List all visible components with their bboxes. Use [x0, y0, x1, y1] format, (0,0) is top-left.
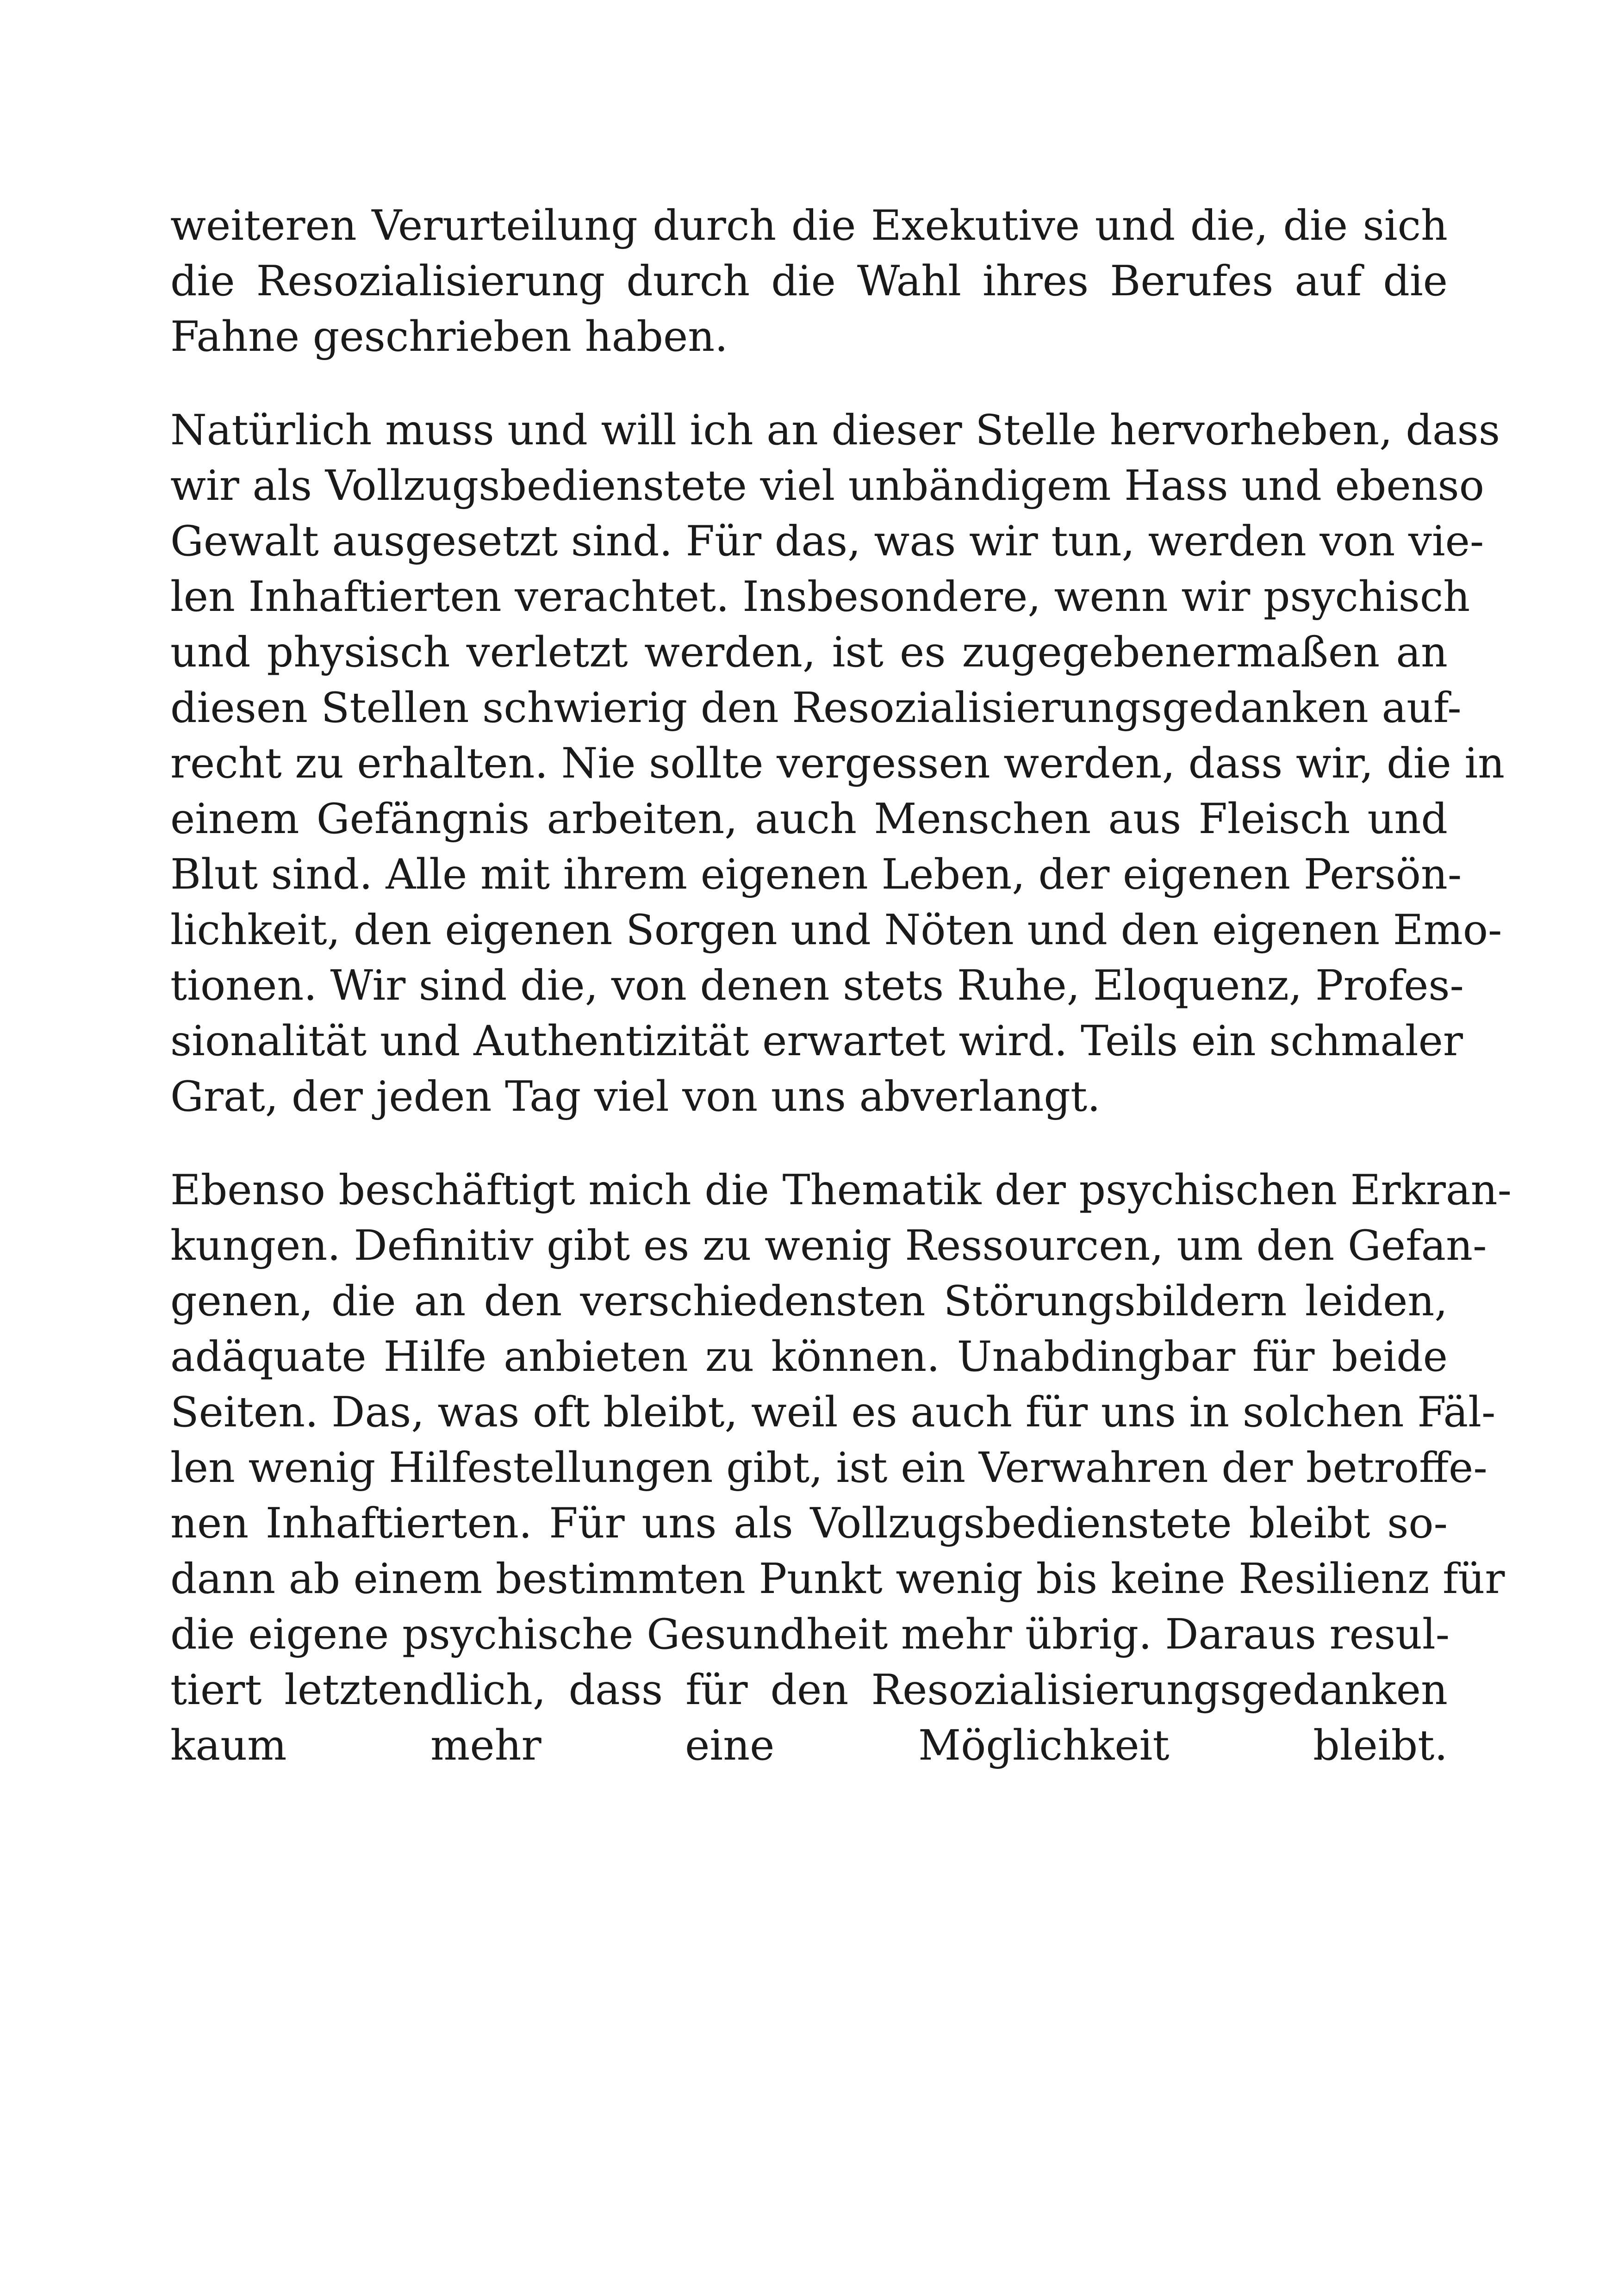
text-line: Ebenso beschäftigt mich die Thematik der psychischen Erkran-: [170, 1166, 1512, 1214]
text-line: wir als Vollzugsbedienstete viel unbändigem Hass und ebenso: [170, 461, 1484, 510]
text-line: Blut sind. Alle mit ihrem eigenen Leben, der eigenen Persön-: [170, 850, 1462, 899]
text-line: len Inhaftierten verachtet. Insbesondere, wenn wir psychisch: [170, 572, 1470, 621]
text-line: nen Inhaftierten. Für uns als Vollzugsbedienstete bleibt so-: [170, 1499, 1448, 1548]
text-line: und physisch verletzt werden, ist es zugegebenermaßen an: [170, 628, 1448, 677]
text-line: sionalität und Authentizität erwartet wird. Teils ein schmaler: [170, 1017, 1463, 1065]
text-line: kaum mehr eine Möglichkeit bleibt.: [170, 1721, 1448, 1770]
text-line: tionen. Wir sind die, von denen stets Ruhe, Eloquenz, Profes-: [170, 961, 1464, 1010]
text-line: dann ab einem bestimmten Punkt wenig bis keine Resilienz für: [170, 1555, 1505, 1603]
text-line: Natürlich muss und will ich an dieser Stelle hervorheben, dass: [170, 406, 1500, 454]
text-line: einem Gefängnis arbeiten, auch Menschen aus Fleisch und: [170, 795, 1448, 843]
text-line: tiert letztendlich, dass für den Resozialisierungsgedanken: [170, 1666, 1448, 1714]
body-text: [170, 198, 1512, 1773]
text-line: weiteren Verurteilung durch die Exekutive und die, die sich: [170, 201, 1448, 250]
paragraph-3: [170, 1163, 1512, 1773]
paragraph-2: [170, 403, 1505, 1125]
text-line: kungen. Definitiv gibt es zu wenig Ressourcen, um den Gefan-: [170, 1221, 1487, 1270]
text-line: adäquate Hilfe anbieten zu können. Unabdingbar für beide: [170, 1332, 1448, 1381]
text-line: recht zu erhalten. Nie sollte vergessen werden, dass wir, die in: [170, 739, 1505, 788]
text-line: lichkeit, den eigenen Sorgen und Nöten und den eigenen Emo-: [170, 906, 1502, 954]
text-line: genen, die an den verschiedensten Störungsbildern leiden,: [170, 1277, 1448, 1325]
text-line: Fahne geschrieben haben.: [170, 312, 728, 361]
text-line: Grat, der jeden Tag viel von uns abverlangt.: [170, 1072, 1101, 1121]
text-line: die eigene psychische Gesundheit mehr übrig. Daraus resul-: [170, 1610, 1450, 1659]
text-line: diesen Stellen schwierig den Resozialisierungsgedanken auf-: [170, 684, 1462, 732]
text-line: Gewalt ausgesetzt sind. Für das, was wir tun, werden von vie-: [170, 517, 1484, 566]
text-line: die Resozialisierung durch die Wahl ihres Berufes auf die: [170, 257, 1448, 305]
text-line: Seiten. Das, was oft bleibt, weil es auch für uns in solchen Fäl-: [170, 1388, 1496, 1437]
text-line: len wenig Hilfestellungen gibt, ist ein Verwahren der betroffe-: [170, 1444, 1487, 1492]
paragraph-1: [170, 198, 1448, 365]
